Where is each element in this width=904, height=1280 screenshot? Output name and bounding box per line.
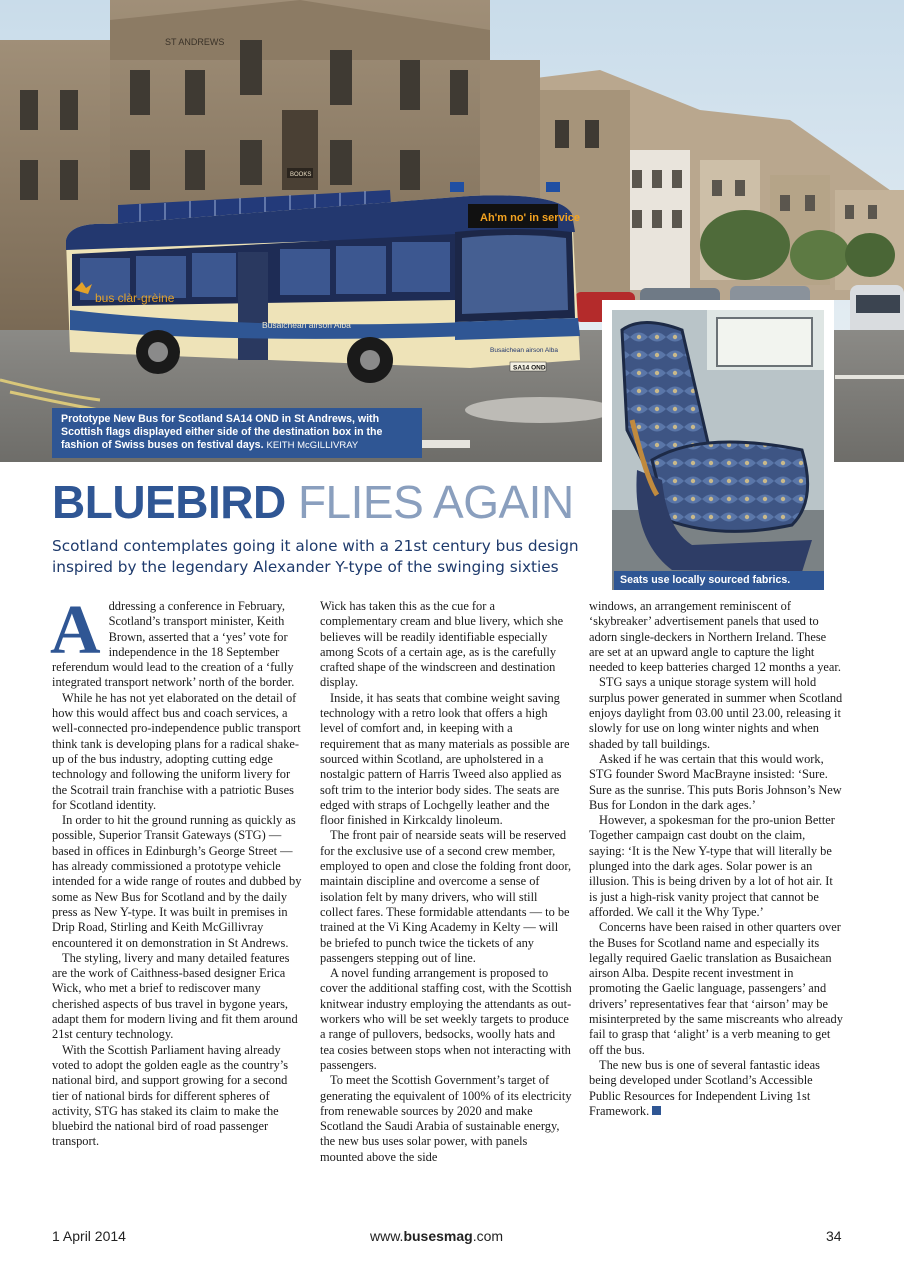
article-column-3	[589, 599, 843, 1119]
prototype-bus	[66, 182, 580, 383]
article-paragraph: windows, an arrangement reminiscent of ‘skybreaker’ advertisement panels that used to adorn single-deckers in Northern Ireland. These are set at an upward angle to capture the light needed to keep batteries charged 12 months a year.	[589, 599, 841, 675]
headline-light: FLIES AGAIN	[285, 476, 574, 528]
article-column-2	[320, 599, 572, 1165]
article-paragraph: With the Scottish Parliament having already voted to adopt the golden eagle as the country’s national bird, and support growing for a second tier of national birds for different spheres of activity, STG has staked its claim to make the bluebird the national bird of road passenger transport.	[52, 1042, 289, 1149]
page-number: 34	[826, 1228, 842, 1244]
article-paragraph: The styling, livery and many detailed features are the work of Caithness-based designer Erica Wick, who met a brief to rediscover many cherished aspects of bus travel in bygone years, adapt them for modern living and fit them around 21st century technology.	[52, 950, 298, 1042]
seat-caption: Seats use locally sourced fabrics.	[614, 571, 824, 590]
article-paragraph: While he has not yet elaborated on the detail of how this would affect bus and coach services, a well-connected pro-independence public transport think tank is developing plans for a radical shake-up of the bus industry, adopting cutting edge technology and following the uniform livery for the Scotrail train franchise with a patriotic Buses for Scotland identity.	[52, 690, 301, 812]
article-paragraph: The front pair of nearside seats will be reserved for the exclusive use of a second crew member, employed to open and close the folding front door, maintain discipline and overcome a sense of isolation felt by many drivers, who will still collect fares. These formidable attendants — to be trained at the Vi King Academy in Kelty — will be briefed to punch twice the tickets of any passengers stepping out of line.	[320, 828, 572, 965]
bus-destination: Ah'm no' in service	[480, 212, 580, 224]
article-paragraph: Inside, it has seats that combine weight saving technology with a retro look that offers a high level of comfort and, in keeping with a requirement that as many materials as possible are sourced within Scotland, are upholstered in a nostalgic pattern of Harris Tweed also applied as soft trim to the interior body sides. The seats are edged with straps of Lochgelly leather and the floor finished in Kirkcaldy linoleum.	[320, 690, 570, 828]
website-link[interactable]: www.busesmag.com	[370, 1228, 504, 1244]
article-paragraph: The new bus is one of several fantastic ideas being developed under Scotland’s Accessible Public Resources for Independent Living 1st Framework.	[589, 1057, 820, 1118]
issue-date: 1 April 2014	[52, 1228, 126, 1244]
article-column-1	[50, 592, 304, 1150]
seat-photo	[612, 310, 824, 590]
article-paragraph: STG says a unique storage system will hold surplus power generated in summer when Scotland enjoys daylight from 03.00 until 23.00, releasing it slowly for use on long winter nights and when shaded by tall buildings.	[589, 675, 843, 751]
photo-credit: KEITH McGILLIVRAY	[266, 440, 359, 451]
bus-plate: SA14 OND	[513, 364, 546, 372]
headline-bold: BLUEBIRD	[52, 476, 286, 528]
article-paragraph: Concerns have been raised in other quarters over the Buses for Scotland name and especially its legally required Gaelic translation as Busaichean airson Alba. Despite recent investment in promoting the Gaelic language, passengers’ and drivers’ representatives fear that ‘airson’ may be misinterpreted by the same miscreants who already fail to grasp that ‘alight’ is a verb meaning to get off the bus.	[589, 920, 843, 1057]
building-lettering: ST ANDREWS	[165, 37, 225, 47]
article-paragraph: Asked if he was certain that this would work, STG founder Sword MacBrayne insisted: ‘Sure. Sure as the sunrise. This puts Boris Johnson’s New Bus for London in the dark ages.’	[589, 751, 842, 812]
article-paragraph: Wick has taken this as the cue for a complementary cream and blue livery, which she believes will be readily identifiable especially among Scots of a certain age, as is the carefully crafted shape of the windscreen and destination display.	[320, 599, 564, 690]
article-paragraph: Addressing a conference in February, Scotland’s transport minister, Keith Brown, asserted that a ‘yes’ vote for independence in the 18 September referendum would lead to the creation of a ‘fully integrated transport network’ north of the border.	[50, 592, 295, 690]
bus-livery-text: bus clàr-grèine	[95, 291, 175, 305]
bus-front-text: Busaichean airson Alba	[490, 347, 558, 354]
shop-sign: BOOKS	[290, 172, 312, 178]
article-paragraph: In order to hit the ground running as quickly as possible, Superior Transit Gateways (STG) — based in offices in Edinburgh’s George Street — has already commissioned a prototype vehicle intended for a wide range of routes and dubbed by some as New Bus for Scotland and by the daily press as New Y-type. It was built in premises in Drip Road, Stirling and Keith McGillivray encountered it on demonstration in St Andrews.	[52, 813, 302, 950]
bus-side-text: Busaichean airson Alba	[262, 320, 351, 330]
article-headline	[52, 474, 574, 530]
hero-caption	[52, 408, 422, 458]
article-paragraph: A novel funding arrangement is proposed to cover the additional staffing cost, with the Scottish knitwear industry employing the attendants as out-workers who will be set weekly targets to produce a range of pullovers, bedsocks, woolly hats and tea cosies between stops when not interacting with passengers.	[320, 966, 572, 1072]
bus-seat-image	[612, 310, 824, 590]
article-paragraph: To meet the Scottish Government’s target of generating the equivalent of 100% of its electricity from renewable sources by 2020 and make Scotland the Saudi Arabia of sustainable energy, the new bus uses solar power, with panels mounted above the side	[320, 1073, 572, 1164]
article-standfirst: Scotland contemplates going it alone with a 21st century bus design inspired by the legendary Alexander Y-type of the swinging sixties	[52, 537, 579, 576]
article-paragraph: However, a spokesman for the pro-union Better Together campaign cast doubt on the claim, saying: ‘It is the New Y-type that will literally be plunged into the dark ages. Solar power is an illusion. This is being driven by a lot of hot air. It is just a high-risk vanity project that cannot be afforded. We call it the Why Type.’	[589, 813, 835, 919]
seat-photo-frame	[602, 300, 834, 592]
hero-caption-text: Prototype New Bus for Scotland SA14 OND in St Andrews, with Scottish flags displayed either side of the destination box in the fashion of Swiss buses on festival days.	[61, 413, 383, 451]
drop-cap: A	[50, 592, 101, 669]
end-mark-icon	[652, 1106, 661, 1115]
